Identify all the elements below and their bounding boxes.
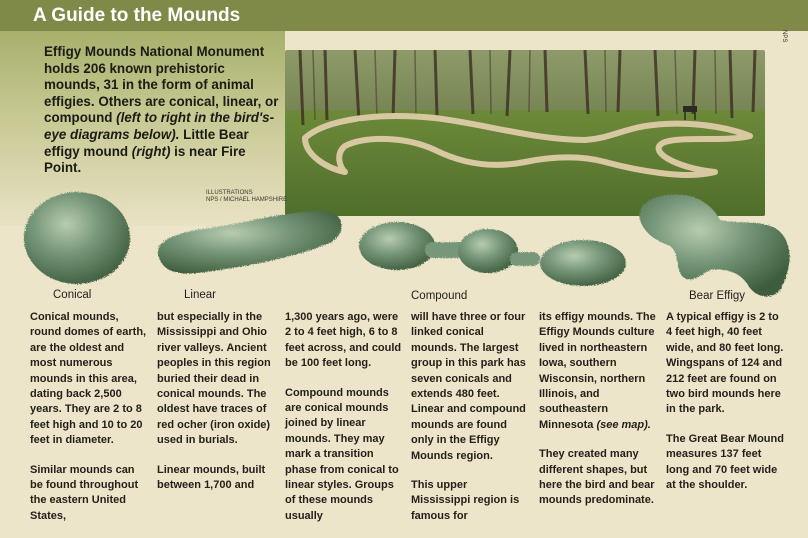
credit-line2: NPS / MICHAEL HAMPSHIRE xyxy=(206,197,288,203)
linear-mound-illustration xyxy=(158,211,342,273)
text-column-3 xyxy=(285,310,403,538)
label-bear-effigy: Bear Effigy xyxy=(689,290,746,302)
col2-p1: but especially in the Mississippi and Ohio river valleys. Ancient peoples in this region buried their dead in conical mounds. The oldest have traces of red ocher (iron oxide) used in burials. xyxy=(157,311,271,447)
text-column-4 xyxy=(411,310,529,538)
credit-line1: ILLUSTRATIONS xyxy=(206,190,253,196)
col5-p1 xyxy=(539,310,657,433)
col1-p2: Similar mounds can be found throughout the eastern United States, xyxy=(30,463,139,522)
compound-mound-illustration xyxy=(359,222,626,286)
intro-end2: is near Fire Point. xyxy=(44,143,246,176)
text-column-2 xyxy=(157,310,275,507)
col4-p2: This upper Mississippi region is famous for xyxy=(411,479,520,522)
col5-p2: They created many different shapes, but here the bird and bear mounds predominate. xyxy=(539,448,655,507)
text-column-6 xyxy=(666,310,784,507)
col3-p2: Compound mounds are conical mounds joined by linear mounds. They may mark a transition phase from conical to linear styles. Groups of these mounds usually xyxy=(285,386,399,522)
col5-p1-text: its effigy mounds. The Effigy Mounds culture lived in northeastern Iowa, southern Wisconsin, northern Illinois, and southeastern Minnesota xyxy=(539,311,656,431)
mound-illustrations xyxy=(0,180,808,305)
label-conical: Conical xyxy=(53,289,92,301)
bear-effigy-illustration xyxy=(639,194,789,296)
intro-end: Little Bear effigy mound xyxy=(44,126,249,159)
conical-mound-illustration xyxy=(24,192,130,284)
intro-italic: (left to right in the bird's-eye diagrams below). xyxy=(44,110,275,142)
intro-italic2: (right) xyxy=(131,143,171,159)
text-column-1 xyxy=(30,310,148,538)
col6-p1: A typical effigy is 2 to 4 feet high, 40 feet wide, and 80 feet long. Wingspans of 124 and 212 feet are found on two bird mounds here in the park. xyxy=(666,311,784,416)
text-column-5 xyxy=(539,310,657,523)
label-linear: Linear xyxy=(184,289,216,301)
intro-main: Effigy Mounds National Monument holds 206 known prehistoric mounds, 31 in the form of animal effigies. Others are conical, linear, or compound xyxy=(44,44,279,126)
col1-p1: Conical mounds, round domes of earth, are the oldest and most numerous mounds in this area, dating back 2,500 years. They are 2 to 8 feet high and 10 to 20 feet in diameter. xyxy=(30,311,147,447)
col4-p1: will have three or four linked conical mounds. The largest group in this park has seven conicals and extends 480 feet. Linear and compound mounds are found only in the Effigy Mounds region. xyxy=(411,311,526,462)
title-bar xyxy=(0,0,808,31)
col5-p1-italic: (see map). xyxy=(596,418,651,431)
col2-p2: Linear mounds, built between 1,700 and xyxy=(157,463,266,492)
col3-p1: 1,300 years ago, were 2 to 4 feet high, 6 to 8 feet across, and could be 100 feet long. xyxy=(285,311,402,370)
page-title: A Guide to the Mounds xyxy=(33,5,241,26)
side-credit: NPS xyxy=(781,30,787,43)
col6-p2: The Great Bear Mound measures 137 feet long and 70 feet wide at the shoulder. xyxy=(666,432,784,492)
label-compound: Compound xyxy=(411,290,468,302)
intro-text xyxy=(44,44,284,177)
